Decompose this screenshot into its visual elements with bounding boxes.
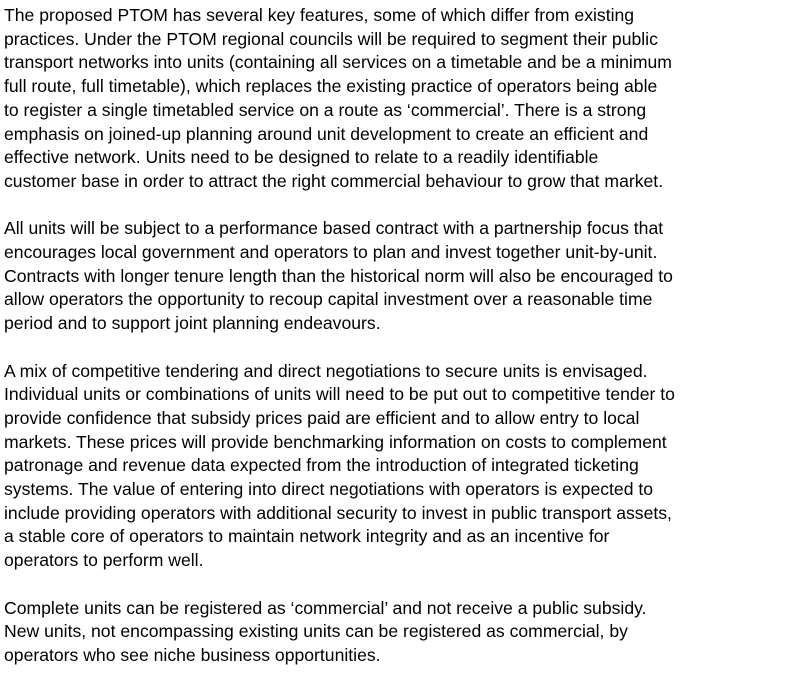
text-line: operators to perform well. bbox=[4, 550, 204, 571]
paragraph-performance-contracts bbox=[4, 217, 796, 336]
text-line: New units, not encompassing existing units can be registered as commercial, by bbox=[4, 621, 628, 642]
text-line: Contracts with longer tenure length than the historical norm will also be encouraged to bbox=[4, 265, 673, 286]
text-line: customer base in order to attract the right commercial behaviour to grow that market. bbox=[4, 170, 664, 191]
text-line: a stable core of operators to maintain network integrity and as an incentive for bbox=[4, 526, 610, 547]
text-line: Individual units or combinations of units will need to be put out to competitive tender to bbox=[4, 384, 675, 405]
text-line: allow operators the opportunity to recoup capital investment over a reasonable time bbox=[4, 289, 653, 310]
text-line: Complete units can be registered as ‘commercial’ and not receive a public subsidy. bbox=[4, 597, 647, 618]
text-line: operators who see niche business opportunities. bbox=[4, 644, 381, 665]
paragraph-commercial-units bbox=[4, 597, 796, 668]
document-body bbox=[4, 4, 796, 691]
text-line: The proposed PTOM has several key features, some of which differ from existing bbox=[4, 5, 635, 25]
text-line: systems. The value of entering into direct negotiations with operators is expected to bbox=[4, 479, 654, 500]
text-line: to register a single timetabled service on a route as ‘commercial’. There is a strong bbox=[4, 99, 647, 120]
text-line: All units will be subject to a performance based contract with a partnership focus that bbox=[4, 218, 664, 239]
text-line: encourages local government and operators to plan and invest together unit-by-unit. bbox=[4, 242, 658, 263]
text-line: provide confidence that subsidy prices paid are efficient and to allow entry to local bbox=[4, 407, 640, 428]
text-line: markets. These prices will provide benchmarking information on costs to complement bbox=[4, 431, 667, 452]
text-line: include providing operators with additional security to invest in public transport assets, bbox=[4, 502, 672, 523]
paragraph-tendering-negotiations bbox=[4, 360, 796, 573]
paragraph-ptom-features bbox=[4, 4, 796, 194]
text-line: patronage and revenue data expected from the introduction of integrated ticketing bbox=[4, 455, 639, 476]
text-line: effective network. Units need to be designed to relate to a readily identifiable bbox=[4, 147, 599, 168]
text-line: full route, full timetable), which replaces the existing practice of operators being able bbox=[4, 76, 658, 97]
text-line: period and to support joint planning endeavours. bbox=[4, 313, 381, 334]
text-line: transport networks into units (containing all services on a timetable and be a minimum bbox=[4, 52, 672, 73]
text-line: emphasis on joined-up planning around unit development to create an efficient and bbox=[4, 123, 649, 144]
text-line: practices. Under the PTOM regional councils will be required to segment their public bbox=[4, 28, 658, 49]
text-line: A mix of competitive tendering and direct negotiations to secure units is envisaged. bbox=[4, 360, 648, 381]
